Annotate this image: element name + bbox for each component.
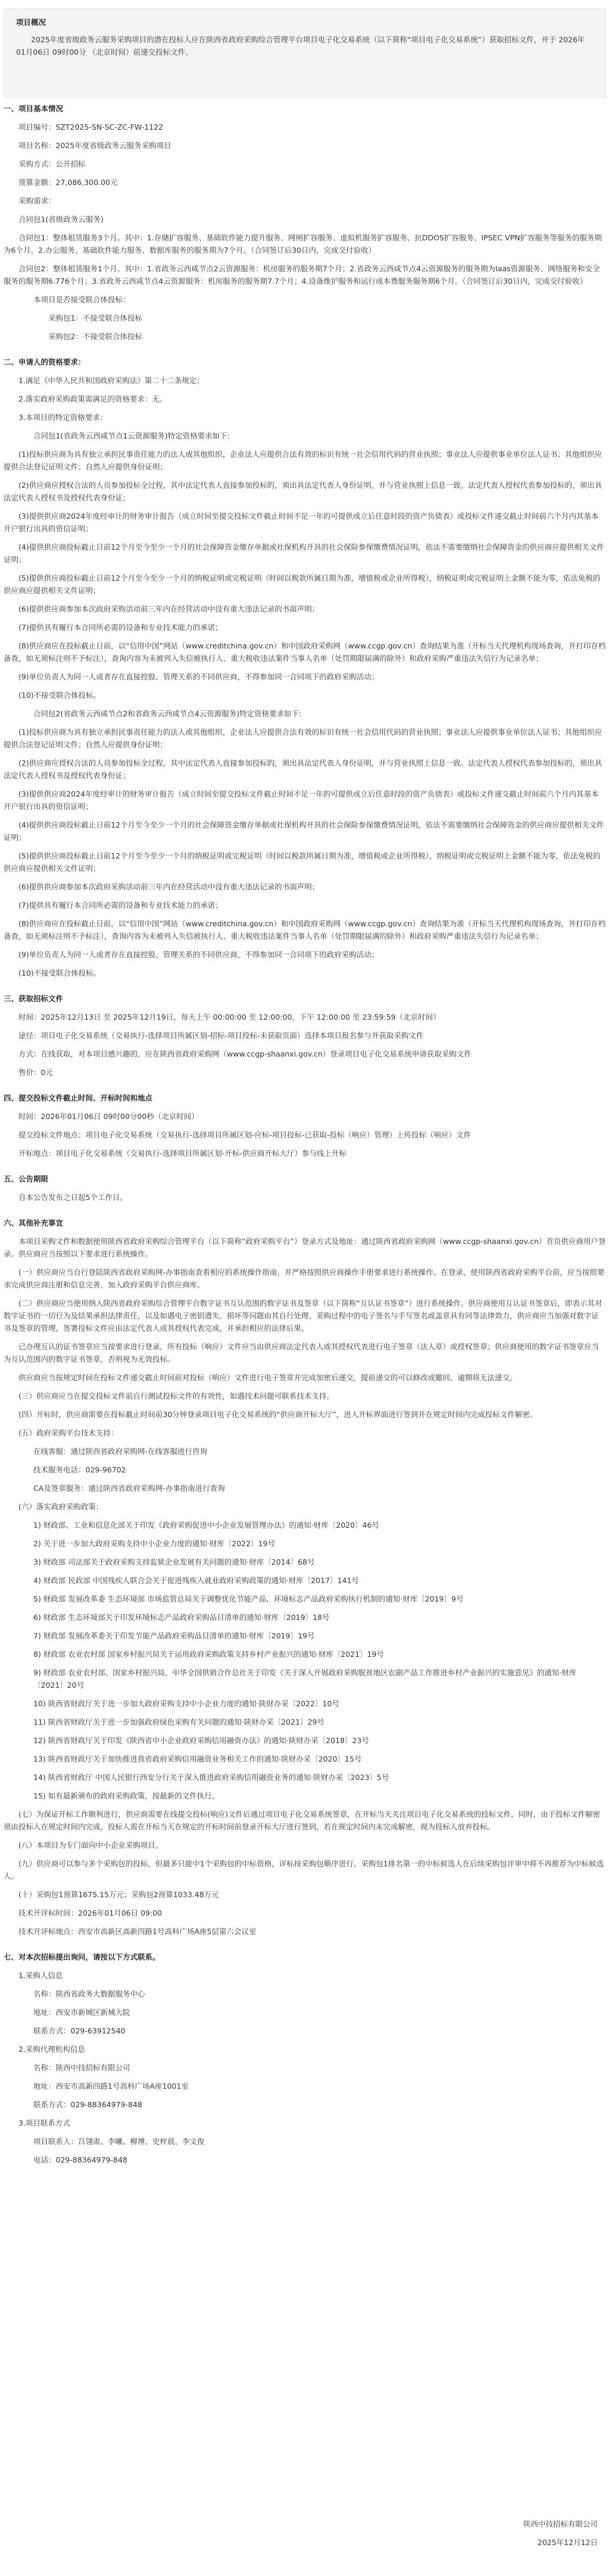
- other-matters-tail: 技术开评标地点：西安市高新区高新四路1号高科广场A座5层第六会议室: [18, 1927, 257, 1936]
- policy-item: 11) 陕西省财政厅关于进一步加强政府绿色采购有关问题的通知·陕财办采〔2021〕29号: [33, 1718, 324, 1726]
- agency-address: 地址：西安市高新四路1号高科广场A座1001室: [33, 2082, 189, 2091]
- policy-item: 4) 财政部 民政部 中国残疾人联合会关于促进残疾人就业政府采购政策的通知·财库〔2017〕141号: [33, 1576, 359, 1585]
- consortium-package-2: 采购包2：不接受联合体投标: [48, 332, 142, 341]
- policy-item: 9) 财政部 农业农村部、国家乡村振兴局、中华全国供销合作总社关于印发《关于深入开展政府采购脱贫地区农副产品工作推进乡村产业振兴的实施意见》的通知·财库〔2021〕20号: [33, 1668, 577, 1690]
- consortium-question: 本项目是否接受联合体投标：: [33, 295, 130, 304]
- section-title-get-documents: 三、获取招标文件: [4, 994, 64, 1003]
- policy-item: 15) 如有最新颁布的政府采购政策，按最新的文件执行。: [33, 1791, 220, 1800]
- buyer-address: 地址：西安市新城区新城大院: [33, 2008, 130, 2017]
- support-item: 技术服务电话：029-96702: [33, 1465, 126, 1474]
- overview-title: 项目概况: [16, 18, 46, 27]
- package-2-qualification-item: (1)投标供应商为具有独立承担民事责任能力的法人或其他组织，企业法人应提供合法有效的标识有统一社会信用代码的营业执照；事业法人应提供事业单位法人证书；其他组织应提供合法登记证明文件；自然人应提供身份证明；: [4, 728, 602, 749]
- buyer-phone: 联系方式：029-63912540: [33, 2026, 126, 2035]
- section-title-contact: 七、对本次招标提出询问，请按以下方式联系。: [4, 1953, 160, 1961]
- policy-item: 5) 财政部 发展改革委 生态环境部 市场监管总局关于调整优化节能产品、环境标志产品政府采购执行机制的通知·财库〔2019〕9号: [33, 1594, 464, 1603]
- package-1-qualification-item: (5)提供供应商投标截止日前12个月至今至少一个月的纳税证明或完税证明（时间以税款所属日期为准，增值税或企业所得税），纳税证明或完税证明上金额不能为零，依法免税的供应商应提供相关文件证明；: [4, 574, 601, 595]
- consortium-package-1: 采购包1：不接受联合体投标: [48, 314, 142, 322]
- package-2-qualification-item: (9)单位负责人为同一人或者存在直接控股、管理关系的不同供应商，不得参加同一合同项下的政府采购活动；: [18, 950, 379, 959]
- other-matters-tail: (十）采购包1预算1675.15万元；采购包2预算1033.48万元: [18, 1890, 219, 1899]
- other-matters-paragraph: (一）供应商应当自行登陆陕西省政府采购网-办事指南查看相应的系统操作指南，并严格按照供应商操作手册要求进行系统操作。在登录、使用陕西省政府采购平台前，应当按照要求完成供应商注册和信息完善，加入政府采购平台供应商库。: [4, 1268, 605, 1289]
- project-name: 项目名称：2025年度省级政务云服务采购项目: [18, 141, 171, 150]
- package-1-qualification-item: (4)提供供应商投标截止日前12个月至今至少一个月的社会保障资金缴存单据或社保机构开具的社会保险参保缴费情况证明，依法不需要缴纳社会保障资金的供应商应提供相关文件证明；: [4, 543, 604, 564]
- package-2-qualification-item: (3)提供供应商2024年度经审计的财务审计报告（成立时间至提交投标文件截止时间不足一年的可提供成立后任意时段的资产负债表）或投标文件递交截止时间前六个月内其基本开户银行出具的资信证明；: [4, 789, 599, 811]
- other-matters-tail: (七）为保证开标工作顺利进行，供应商需要在线提交投标(响应)文件后通过项目电子化交易系统签章，在开标当天关注项目电子化交易系统的投标文件，同时，由于投标文件解密须由投标人在规定时间内完成，投标人需在开标当天在规定的开标时间前登录开标大厅进行签到，若在规定时间内未完成解密，视为投标人放弃投标。: [4, 1810, 601, 1831]
- opening-location: 开标地点：项目电子化交易系统（交易执行-选择项目所属区划-开标-供应商开标大厅）参与线上开标: [18, 1149, 347, 1158]
- package-1-description: 合同包1：整体租赁服务3个月。其中：1.存储扩容服务、基础软件能力提升服务、网闸扩容服务、虚拟机服务扩容服务、抗DDOS扩容服务、IPSEC VPN扩容服务等服务的服务期为6个月。2.办公服务、基础软件能力服务、数据库服务的服务期为7个月。（合同签订后30日内，完成交付验收）: [4, 233, 602, 255]
- policy-item: 14) 陕西省财政厅 中国人民银行西安分行关于深入推进政府采购信用融资业务的通知·陕财办采〔2023〕5号: [33, 1773, 389, 1782]
- other-matters-paragraph: (三）供应商应当在提交投标文件前自行测试投标文件的有效性，如遇技术问题可联系技术支持。: [18, 1392, 334, 1400]
- support-item: CA及签章服务：通过陕西省政府采购网-办事指南进行查询: [33, 1484, 225, 1493]
- other-matters-tail: (九）供应商可以参与多个采购包的投标，但最多只能中1个采购包的中标资格，评标按采购包顺序进行。采购包1排名第一的中标候选人在后续采购包评审中将不再推荐为中标候选人。: [4, 1859, 604, 1881]
- package-1-qualification-item: (9)单位负责人为同一人或者存在直接控股、管理关系的不同供应商，不得参加同一合同项下的政府采购活动；: [18, 672, 379, 681]
- package-1-qualification-item: (6)提供供应商参加本次政府采购活动前三年内在经营活动中没有重大违法记录的书面声明；: [18, 604, 320, 613]
- policy-item: 7) 财政部 发展改革委关于印发节能产品政府采购品目清单的通知·财库〔2019〕19号: [33, 1631, 315, 1640]
- package-2-qualification-item: (7)提供具有履行本合同所必需的设备和专业技术能力的承诺；: [18, 901, 223, 910]
- agency-name: 名称：陕西中技招标有限公司: [33, 2063, 130, 2072]
- other-matters-paragraph: (二）供应商应当使用纳入陕西省政府采购综合管理平台数字证书互认范围的数字证书及签章（以下简称“互认证书签章”）进行系统操作。供应商使用互认证书签章后，即表示其对数字证书的一切行为及结果承担法律责任，以及如遇电子密钥遗失、损坏等问题由其自行处理。采购过程中的电子签名与手写签名或盖章具有同等法律效力，供应商应当加强对数字证书及签章的管理，签署投标文件应由法定代表人或其授权代表完成，并承担相应的法律后果。: [4, 1299, 602, 1333]
- section-title-basic-info: 一、项目基本情况: [4, 104, 64, 113]
- qualification-specific-label: 3.本项目的特定资格要求：: [18, 413, 108, 422]
- other-matters-tail: 技术开评标时间：2026年01月06日 09:00: [18, 1909, 163, 1917]
- submission-location: 提交投标文件地点：项目电子化交易系统（交易执行-选择项目所属区划-应标-项目投标-已获取-投标（响应）管理）上传投标（响应）文件: [18, 1130, 472, 1139]
- package-1-qualification-item: (8)供应商应在投标截止日前，以“信用中国”网站（www.creditchina.gov.cn）和中国政府采购网（www.ccgp.gov.cn）查询结果为准（开标当天代理机构现场查询，并打印存档备查，如无须标注则不予标注），查询内容为未被列入失信被执行人、重大税收违法案件当事人名单（处罚期限届满的除外）和政府采购严重违法失信行为记录名单；: [4, 641, 606, 663]
- package-2-description: 合同包2：整体租赁服务1个月。其中：1.省政务云西咸节点2云资源服务：机房服务的服务期7个月；2.省政务云西咸节点4云资源服务的服务期为Iaas资源服务、网络服务和安全服务的服务期6.776个月；3.省政务云西咸节点4云资源服务：机房服务的服务期7.7个月；4.设备维护服务和运行成本费服务服务期6个月。（合同签订后30日内，完成交付验收）: [4, 264, 600, 286]
- procurement-method: 采购方式：公开招标: [18, 159, 86, 168]
- package-2-qualification-item: (4)提供供应商投标截止日前12个月至今至少一个月的社会保障资金缴存单据或社保机构开具的社会保险参保缴费情况证明，依法不需要缴纳社会保障资金的供应商应提供相关文件证明；: [4, 820, 604, 842]
- policy-item: 3) 财政部 司法部关于政府采购支持监狱企业发展有关问题的通知·财库〔2014〕68号: [33, 1557, 315, 1566]
- other-matters-paragraph: 供应商应当按规定时间在投标文件递交截止时间前对投标（响应）文件进行电子签章并完成加密后递交，提前递交的可以修改或撤回，逾期将无法递交。: [18, 1373, 517, 1382]
- policy-item: 8) 财政部 农业农村部 国家乡村振兴局关于运用政府采购政策支持乡村产业振兴的通知·财库〔2021〕19号: [33, 1650, 384, 1659]
- package-2-qualification-item: (6)提供供应商参加本次政府采购活动前三年内在经营活动中没有重大违法记录的书面声明；: [18, 882, 320, 891]
- signature-date: 2025年12月12日: [537, 2538, 598, 2547]
- section-title-deadline: 四、提交投标文件截止时间、开标时间和地点: [4, 1093, 153, 1102]
- other-matters-paragraph: (四）开标时，供应商需要在投标截止时间前30分钟登录项目电子化交易系统的“供应商开标大厅”，进入开标界面进行签到并在规定时间内完成投标文件解密。: [18, 1410, 538, 1419]
- package-1-qualification-item: (3)提供供应商2024年度经审计的财务审计报告（成立时间至提交投标文件截止时间不足一年的可提供成立后任意时段的资产负债表）或投标文件递交截止时间前六个月内其基本开户银行出具的资信证明；: [4, 512, 599, 533]
- buyer-name: 名称：陕西省政务大数据服务中心: [33, 1989, 145, 1998]
- document-method: 方式：在线获取，对本项目感兴趣的，应在陕西省政府采购网（www.ccgp-shaanxi.gov.cn）登录项目电子化交易系统申请获取采购文件: [18, 1049, 472, 1058]
- document-time: 时间：2025年12月13日 至 2025年12月19日，每天上午 00:00:00 至 12:00:00，下午 12:00:00 至 23:59:59（北京时间）: [18, 1013, 441, 1021]
- agency-info-title: 2.采购代理机构信息: [18, 2045, 85, 2054]
- policy-item: 13) 陕西省财政厅关于加快推进我省政府采购信用融资业务相关工作的通知·陕财办采〔2020〕15号: [33, 1754, 362, 1763]
- package-1-qualification-item: (7)提供具有履行本合同所必需的设备和专业技术能力的承诺；: [18, 623, 223, 632]
- policy-heading: (六）落实政府采购政策：: [18, 1502, 104, 1511]
- section-title-other-matters: 六、其他补充事宜: [4, 1218, 64, 1227]
- policy-item: 2) 关于进一步加大政府采购支持中小企业力度的通知·财库〔2022〕19号: [33, 1539, 275, 1548]
- policy-item: 1) 财政部、工业和信息化部关于印发《政府采购促进中小企业发展管理办法》的通知·财库〔2020〕46号: [33, 1521, 379, 1530]
- procurement-needs-label: 采购需求：: [18, 196, 56, 205]
- document-price: 售价：0元: [18, 1068, 53, 1077]
- signature-block: [523, 2518, 598, 2555]
- contract-package-1-label: 合同包1(省级政务云服务): [18, 215, 104, 224]
- package-1-qualification-item: (2)供应商应授权合法的人员参加投标全过程，其中法定代表人直接参加投标的，须出具法定代表人身份证明，并与营业执照上信息一致。法定代表人授权代表参加投标的，须出具法定代表人授权书及授权代表身份证；: [4, 481, 602, 502]
- other-matters-paragraph: 已办理互认的证书签章应当按要求进行登录，所有投标（响应）文件应当由供应商法定代表人或其授权代表进行电子签章（法人章）或授权签章；供应商使用的数字证书签章应当为互认范围内的数字证书签章，否则视为无效投标。: [4, 1342, 599, 1364]
- section-title-qualifications: 二、申请人的资格要求：: [4, 358, 86, 366]
- qualification-policy: 2.落实政府采购政策需满足的资格要求：无。: [18, 394, 167, 403]
- package-2-qualification-heading: 合同包2(省政务云西咸节点2和省政务云西咸节点4云资源服务)特定资格要求如下:: [33, 709, 302, 718]
- document-channel: 途径：项目电子化交易系统（交易执行-选择项目所属区划-招标-项目投标-未获取页面）选择本项目报名参与并获取采购文件: [18, 1031, 424, 1040]
- buyer-info-title: 1.采购人信息: [18, 1971, 63, 1980]
- other-matters-paragraph: (五）政府采购平台技术支持：: [18, 1428, 118, 1437]
- package-2-qualification-item: (5)提供供应商投标截止日前12个月至今至少一个月的纳税证明或完税证明（时间以税款所属日期为准，增值税或企业所得税），纳税证明或完税证明上金额不能为零，依法免税的供应商应提供相关文件证明；: [4, 851, 601, 873]
- package-2-qualification-item: (2)供应商应授权合法的人员参加投标全过程，其中法定代表人直接参加投标的，须出具法定代表人身份证明，并与营业执照上信息一致。法定代表人授权代表参加投标的，须出具法定代表人授权书及授权代表身份证；: [4, 759, 602, 780]
- package-2-qualification-item: (8)供应商应在投标截止日前，以“信用中国”网站（www.creditchina.gov.cn）和中国政府采购网（www.ccgp.gov.cn）查询结果为准（开标当天代理机构现场查询，并打印存档备查，如无须标注则不予标注），查询内容为未被列入失信被执行人、重大税收违法案件当事人名单（处罚期限届满的除外）和政府采购严重违法失信行为记录名单；: [4, 919, 606, 941]
- support-item: 在线客服：通过陕西省政府采购网-在线客服进行咨询: [33, 1447, 208, 1456]
- package-2-qualification-item: (10)不接受联合体投标。: [18, 969, 101, 977]
- project-number: 项目编号：SZT2025-SN-SC-ZC-FW-1122: [18, 123, 164, 131]
- notice-period: 自本公告发布之日起5个工作日。: [18, 1193, 127, 1202]
- signature-org: 陕西中技招标有限公司: [523, 2519, 598, 2528]
- budget-amount: 预算金额：27,086,300.00元: [18, 178, 118, 187]
- package-1-qualification-item: (10)不接受联合体投标。: [18, 691, 101, 700]
- other-matters-tail: (八）本项目为专门面向中小企业采购项目。: [18, 1841, 163, 1850]
- project-contact-title: 3.项目联系方式: [18, 2119, 70, 2127]
- package-1-qualification-item: (1)投标供应商为具有独立承担民事责任能力的法人或其他组织，企业法人应提供合法有效的标识有统一社会信用代码的营业执照；事业法人应提供事业单位法人证书；其他组织应提供合法登记证明文件；自然人应提供身份证明；: [4, 450, 602, 471]
- policy-item: 6) 财政部 生态环境部关于印发环境标志产品政府采购品目清单的通知·财库〔2019〕18号: [33, 1613, 330, 1622]
- deadline-time: 时间：2026年01月06日 09时00分00秒（北京时间）: [18, 1112, 199, 1121]
- qualification-law: 1.满足《中华人民共和国政府采购法》第二十二条规定；: [18, 376, 204, 385]
- policy-item: 12) 陕西省财政厅关于印发《陕西省中小企业政府采购信用融资办法》的通知·陕财办采〔2018〕23号: [33, 1736, 369, 1745]
- announcement-body: [4, 102, 606, 2172]
- section-title-notice-period: 五、公告期限: [4, 1174, 49, 1183]
- other-matters-paragraph: 本项目采购文件和数据使用陕西省政府采购综合管理平台（以下简称“政府采购平台”）登录方式及地址：通过陕西省政府采购网（www.ccgp-shaanxi.gov.cn）首页供应商用户登录。供应商应当按照以下要求进行系统操作。: [4, 1237, 606, 1258]
- agency-phone: 联系方式：029-88364979-848: [33, 2100, 142, 2109]
- project-contact-phone: 电话：029-88364979-848: [33, 2155, 127, 2164]
- project-overview-box: [4, 8, 606, 98]
- overview-text: 2025年度省级政务云服务采购项目的潜在投标人应在陕西省政府采购综合管理平台项目电子化交易系统（以下简称“项目电子化交易系统”）获取招标文件，并于 2026年01月06日 09时00分 （北京时间）前递交投标文件。: [16, 35, 585, 57]
- policy-item: 10) 陕西省财政厅关于进一步加大政府采购支持中小企业力度的通知·陕财办采〔2022〕10号: [33, 1699, 339, 1708]
- project-contacts: 项目联系人：吕翎肃、李曦、柳博、史梓晨、李文俊: [33, 2137, 205, 2146]
- package-1-qualification-heading: 合同包1(省政务云西咸节点1云资源服务)特定资格要求如下:: [33, 431, 230, 440]
